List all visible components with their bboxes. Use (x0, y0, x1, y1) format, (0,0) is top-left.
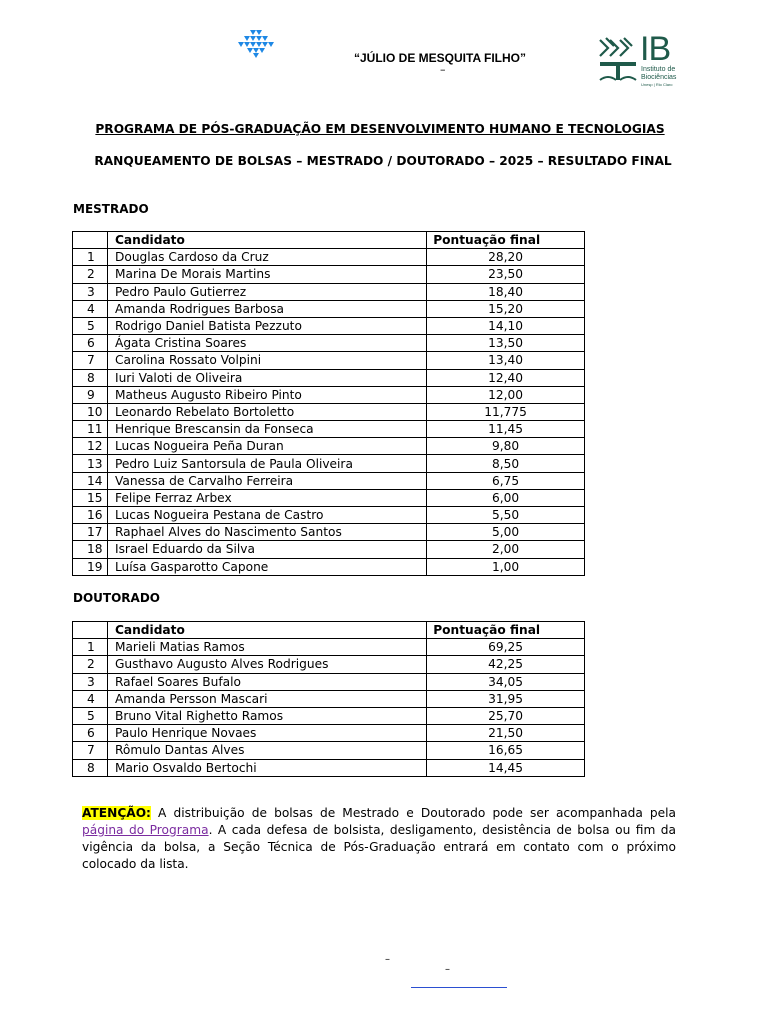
program-title: PROGRAMA DE PÓS-GRADUAÇÃO EM DESENVOLVIMENTO HUMANO E TECNOLOGIAS (95, 122, 665, 136)
rank-cell: 1 (73, 249, 108, 266)
score-cell: 12,00 (427, 386, 585, 403)
rank-cell: 1 (73, 639, 108, 656)
column-header-candidate: Candidato (107, 232, 426, 249)
ib-logo-icon (598, 36, 638, 90)
ib-logo-subtitle (641, 66, 676, 82)
table-row (73, 335, 585, 352)
notice-label: ATENÇÃO: (82, 806, 151, 820)
score-cell: 25,70 (427, 707, 585, 724)
table-header-row (73, 232, 585, 249)
table-row (73, 386, 585, 403)
rank-cell: 10 (73, 403, 108, 420)
score-cell: 5,00 (427, 524, 585, 541)
table-row (73, 403, 585, 420)
rank-cell: 2 (73, 266, 108, 283)
rank-cell: 3 (73, 283, 108, 300)
score-cell: 1,00 (427, 558, 585, 575)
score-cell: 11,45 (427, 421, 585, 438)
candidate-name-cell: Carolina Rossato Volpini (107, 352, 426, 369)
candidate-name-cell: Marina De Morais Martins (107, 266, 426, 283)
table-row (73, 283, 585, 300)
candidate-name-cell: Paulo Henrique Novaes (107, 725, 426, 742)
rank-cell: 19 (73, 558, 108, 575)
score-cell: 13,50 (427, 335, 585, 352)
rank-cell: 7 (73, 352, 108, 369)
score-cell: 6,00 (427, 489, 585, 506)
score-cell: 13,40 (427, 352, 585, 369)
rank-cell: 14 (73, 472, 108, 489)
rank-cell: 12 (73, 438, 108, 455)
table-row (73, 352, 585, 369)
rank-cell: 18 (73, 541, 108, 558)
candidate-name-cell: Gusthavo Augusto Alves Rodrigues (107, 656, 426, 673)
score-cell: 5,50 (427, 507, 585, 524)
table-row (73, 300, 585, 317)
rank-cell: 6 (73, 725, 108, 742)
candidate-name-cell: Vanessa de Carvalho Ferreira (107, 472, 426, 489)
rank-cell: 5 (73, 317, 108, 334)
candidate-name-cell: Henrique Brescansin da Fonseca (107, 421, 426, 438)
rank-cell: 6 (73, 335, 108, 352)
score-cell: 14,10 (427, 317, 585, 334)
score-cell: 18,40 (427, 283, 585, 300)
rank-cell: 11 (73, 421, 108, 438)
candidate-name-cell: Iuri Valoti de Oliveira (107, 369, 426, 386)
table-row (73, 472, 585, 489)
rank-cell: 16 (73, 507, 108, 524)
table-row (73, 421, 585, 438)
notice-text-after: . A cada defesa de bolsista, desligamento, desistência de bolsa ou fim da vigência da bolsa, a Seção Técnica de Pós-Graduação entrará em contato com o próximo colocado da lista. (82, 823, 677, 871)
column-header-rank (73, 232, 108, 249)
university-title: “JÚLIO DE MESQUITA FILHO” (353, 51, 526, 65)
candidate-name-cell: Israel Eduardo da Silva (107, 541, 426, 558)
ib-subtitle-line2: Biociências (641, 74, 677, 81)
table-row (73, 249, 585, 266)
footer-dash-secondary: – (445, 964, 450, 975)
candidate-name-cell: Rodrigo Daniel Batista Pezzuto (107, 317, 426, 334)
candidate-name-cell: Pedro Paulo Gutierrez (107, 283, 426, 300)
candidate-name-cell: Luísa Gasparotto Capone (107, 558, 426, 575)
notice-text-before: A distribuição de bolsas de Mestrado e Doutorado pode ser acompanhada pela (150, 806, 676, 820)
score-cell: 11,775 (427, 403, 585, 420)
table-header-row (73, 622, 585, 639)
ib-logo-tagline: Unesp | Rio Claro (641, 82, 673, 87)
score-cell: 9,80 (427, 438, 585, 455)
footer-link-line[interactable] (411, 987, 507, 988)
candidate-name-cell: Matheus Augusto Ribeiro Pinto (107, 386, 426, 403)
rank-cell: 3 (73, 673, 108, 690)
rank-cell: 13 (73, 455, 108, 472)
score-cell: 6,75 (427, 472, 585, 489)
table-row (73, 317, 585, 334)
candidate-name-cell: Amanda Rodrigues Barbosa (107, 300, 426, 317)
score-cell: 69,25 (427, 639, 585, 656)
candidate-name-cell: Ágata Cristina Soares (107, 335, 426, 352)
candidate-name-cell: Lucas Nogueira Peña Duran (107, 438, 426, 455)
candidate-name-cell: Raphael Alves do Nascimento Santos (107, 524, 426, 541)
score-cell: 21,50 (427, 725, 585, 742)
table-row (73, 742, 585, 759)
ranking-title: RANQUEAMENTO DE BOLSAS – MESTRADO / DOUTORADO – 2025 – RESULTADO FINAL (94, 154, 672, 168)
table-row (73, 438, 585, 455)
rank-cell: 4 (73, 300, 108, 317)
candidate-name-cell: Felipe Ferraz Arbex (107, 489, 426, 506)
score-cell: 15,20 (427, 300, 585, 317)
doutorado-heading: DOUTORADO (73, 591, 160, 605)
rank-cell: 9 (73, 386, 108, 403)
rank-cell: 5 (73, 707, 108, 724)
candidate-name-cell: Rômulo Dantas Alves (107, 742, 426, 759)
candidate-name-cell: Leonardo Rebelato Bortoletto (107, 403, 426, 420)
table-row (73, 656, 585, 673)
candidate-name-cell: Marieli Matias Ramos (107, 639, 426, 656)
score-cell: 2,00 (427, 541, 585, 558)
notice-paragraph (82, 805, 676, 873)
rank-cell: 17 (73, 524, 108, 541)
score-cell: 8,50 (427, 455, 585, 472)
doutorado-table (72, 621, 585, 777)
mestrado-table (72, 231, 585, 576)
table-row (73, 266, 585, 283)
score-cell: 34,05 (427, 673, 585, 690)
column-header-rank (73, 622, 108, 639)
program-page-link[interactable]: página do Programa (82, 823, 209, 837)
header-dash: – (440, 63, 446, 76)
candidate-name-cell: Amanda Persson Mascari (107, 690, 426, 707)
rank-cell: 15 (73, 489, 108, 506)
table-row (73, 507, 585, 524)
rank-cell: 8 (73, 759, 108, 776)
score-cell: 42,25 (427, 656, 585, 673)
table-row (73, 489, 585, 506)
column-header-score: Pontuação final (427, 232, 585, 249)
score-cell: 12,40 (427, 369, 585, 386)
candidate-name-cell: Rafael Soares Bufalo (107, 673, 426, 690)
unesp-logo-icon (238, 30, 274, 62)
rank-cell: 4 (73, 690, 108, 707)
rank-cell: 8 (73, 369, 108, 386)
score-cell: 31,95 (427, 690, 585, 707)
table-row (73, 707, 585, 724)
table-row (73, 639, 585, 656)
column-header-score: Pontuação final (427, 622, 585, 639)
table-row (73, 759, 585, 776)
table-row (73, 725, 585, 742)
score-cell: 28,20 (427, 249, 585, 266)
table-row (73, 369, 585, 386)
footer-dash: – (385, 954, 390, 965)
table-row (73, 690, 585, 707)
candidate-name-cell: Bruno Vital Righetto Ramos (107, 707, 426, 724)
rank-cell: 7 (73, 742, 108, 759)
table-row (73, 558, 585, 575)
candidate-name-cell: Douglas Cardoso da Cruz (107, 249, 426, 266)
table-row (73, 455, 585, 472)
ib-logo-text: IB (640, 30, 671, 68)
table-row (73, 541, 585, 558)
ib-subtitle-line1: Instituto de (641, 66, 676, 73)
candidate-name-cell: Mario Osvaldo Bertochi (107, 759, 426, 776)
score-cell: 23,50 (427, 266, 585, 283)
table-row (73, 673, 585, 690)
column-header-candidate: Candidato (107, 622, 426, 639)
table-row (73, 524, 585, 541)
rank-cell: 2 (73, 656, 108, 673)
candidate-name-cell: Lucas Nogueira Pestana de Castro (107, 507, 426, 524)
mestrado-heading: MESTRADO (73, 202, 149, 216)
score-cell: 14,45 (427, 759, 585, 776)
candidate-name-cell: Pedro Luiz Santorsula de Paula Oliveira (107, 455, 426, 472)
score-cell: 16,65 (427, 742, 585, 759)
